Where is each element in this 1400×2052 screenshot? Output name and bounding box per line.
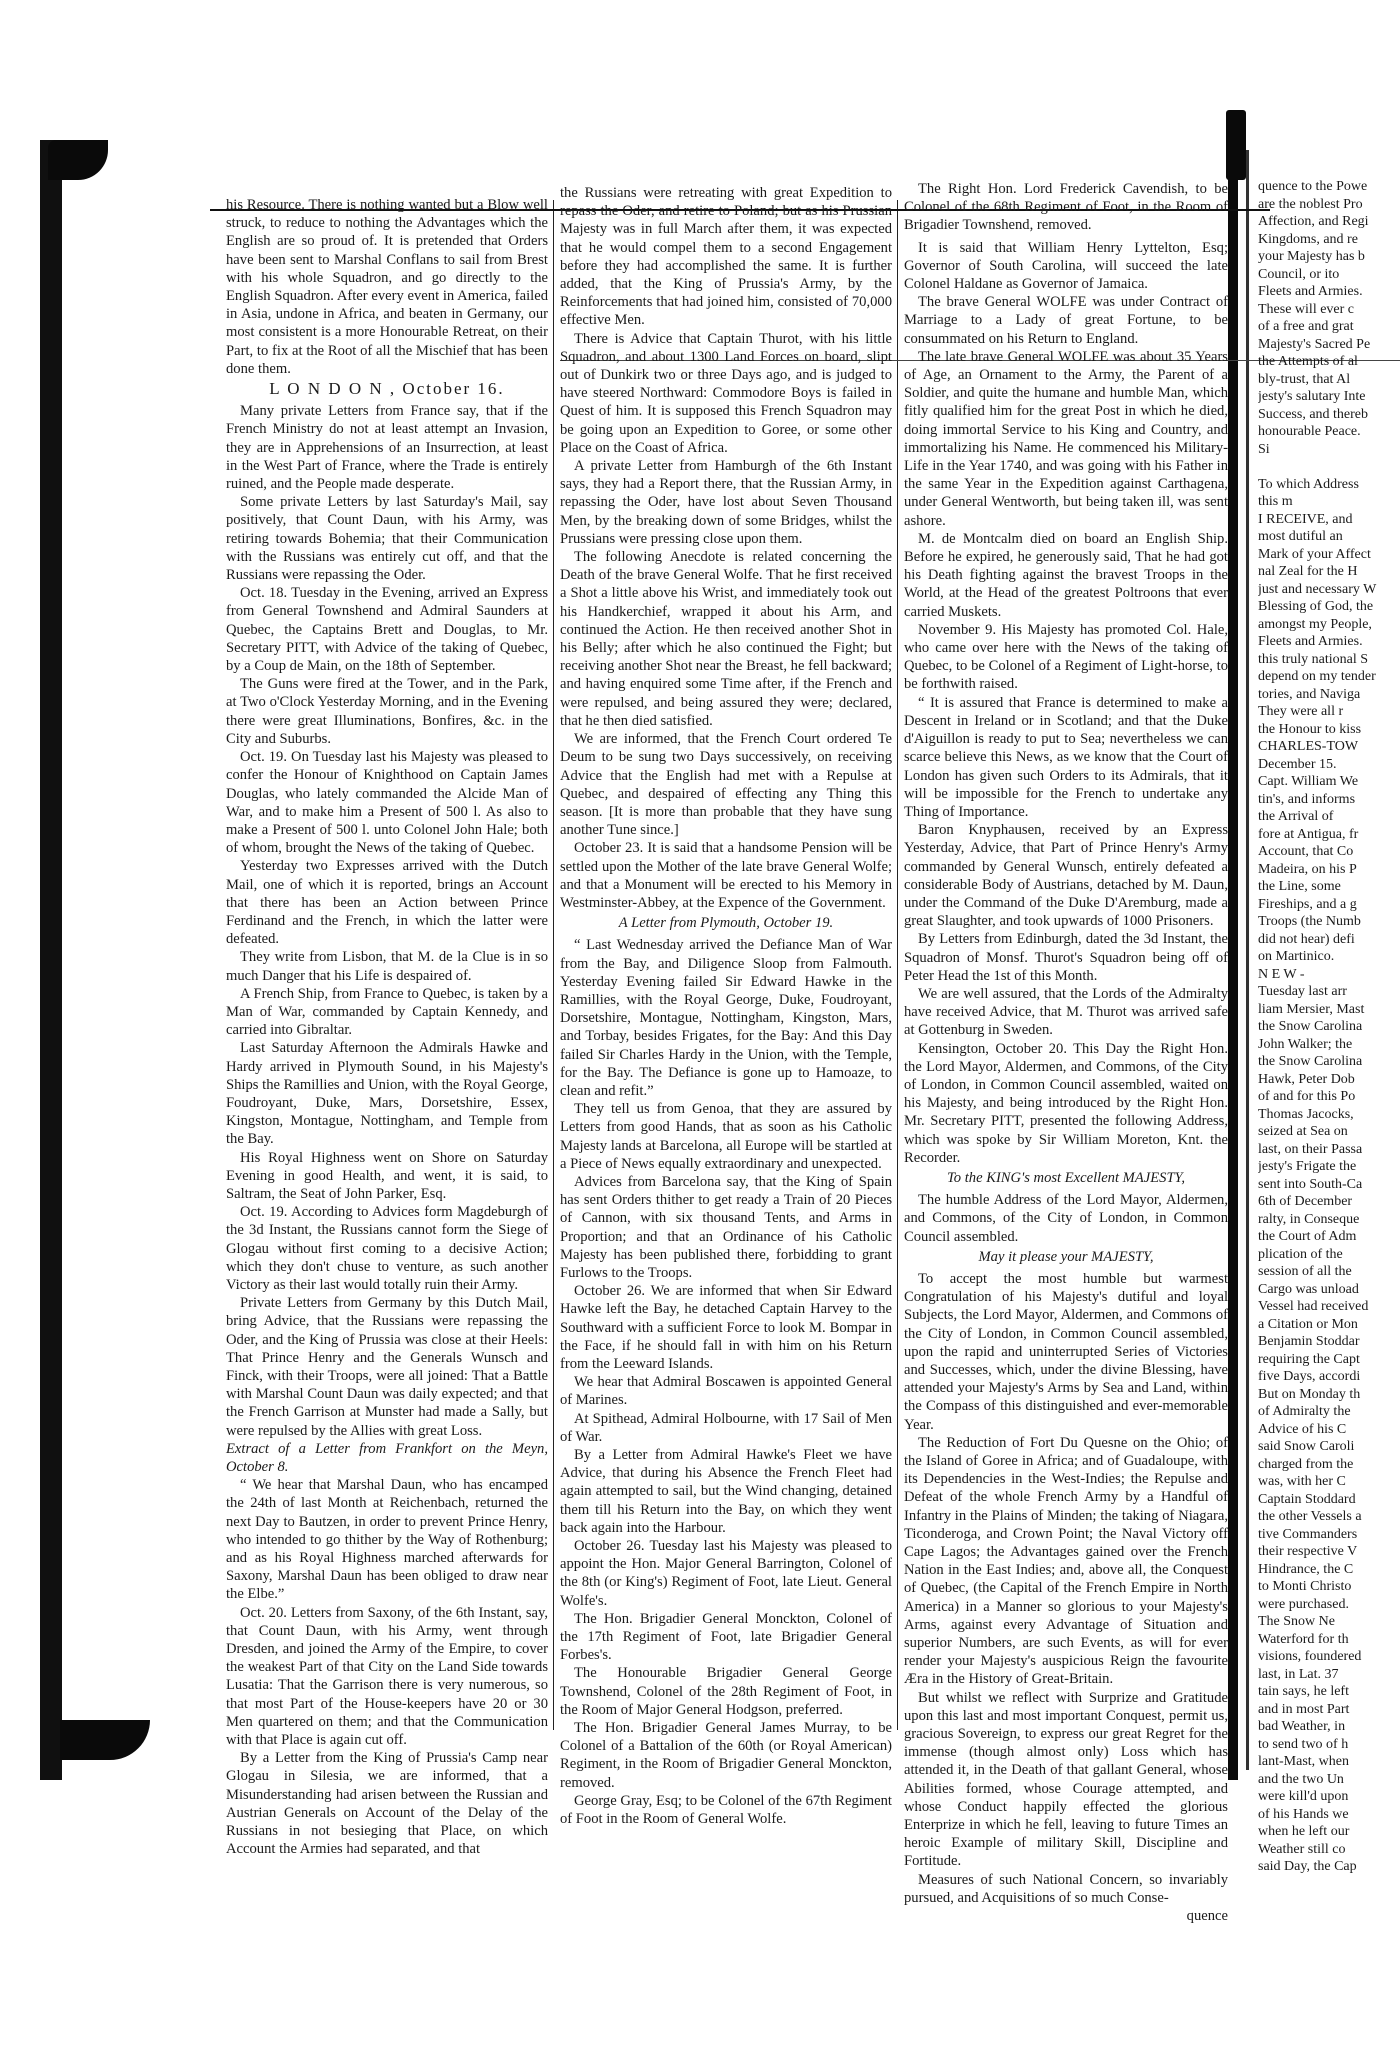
column-4-line: Madeira, on his P <box>1258 861 1357 877</box>
column-4-line: tain says, he left <box>1258 1684 1349 1699</box>
column-4-line: were purchased. <box>1258 1596 1349 1612</box>
article-paragraph: George Gray, Esq; to be Colonel of the 67th Regiment of Foot in the Room of General Wolfe. <box>560 1792 892 1828</box>
column-4-line: the Attempts of al <box>1258 354 1358 369</box>
article-paragraph: October 23. It is said that a handsome Pension will be settled upon the Mother of the late brave General Wolfe; and that a Monument will be erected to his Memory in Westminster-Abbey, at the Expence of the Government. <box>560 840 892 911</box>
column-4-line: honourable Peace. <box>1258 424 1361 439</box>
column-4-line: Fleets and Armies. <box>1258 284 1363 299</box>
column-4-line: amongst my People, <box>1258 616 1372 632</box>
column-4-line: fore at Antigua, fr <box>1258 826 1359 842</box>
article-paragraph: His Royal Highness went on Shore on Saturday Evening in good Health, and went, it is said, to Saltram, the Seat of John Parker, Esq. <box>226 1149 548 1202</box>
article-paragraph: They write from Lisbon, that M. de la Clue is in so much Danger that his Life is despaired of. <box>226 949 548 984</box>
column-4-line: were kill'd upon <box>1258 1789 1349 1804</box>
column-4-line: the Arrival of <box>1258 809 1334 824</box>
column-4-line: Fireships, and a g <box>1258 896 1357 912</box>
article-paragraph: Oct. 19. According to Advices form Magdeburgh of the 3d Instant, the Russians cannot form the Siege of Glogau without first coming to a decisive Action; which they don't chuse to venture, as such another Victory as their last would totally ruin their Army. <box>226 1204 548 1293</box>
column-4-line: said Day, the Cap <box>1258 1859 1357 1874</box>
column-4-line: session of all the <box>1258 1264 1352 1279</box>
article-paragraph: Oct. 18. Tuesday in the Evening, arrived an Express from General Townshend and Admiral Saunders at Quebec, the Captains Brett and Douglas, to Mr. Secretary PITT, with Advice of the taking of Quebec, by a Coup de Main, on the 18th of September. <box>226 585 548 675</box>
column-4-line: the Line, some <box>1258 879 1341 894</box>
column-4-line: Success, and thereb <box>1258 406 1369 422</box>
column-4-line: to send two of h <box>1258 1736 1349 1752</box>
article-paragraph: “ It is assured that France is determined to make a Descent in Ireland or in Scotland; and that the Duke d'Aiguillon is ready to put to Sea; nevertheless we can scarce believe this News, as we know that the Court of London has given such Orders to its Admirals, that it will be impossible for the French to undertake any Thing of Importance. <box>904 694 1228 820</box>
column-4-line: a Citation or Mon <box>1258 1316 1358 1332</box>
column-4-line: Account, that Co <box>1258 844 1354 859</box>
column-4-line: and in most Part <box>1258 1701 1350 1717</box>
column-4-line: December 15. <box>1258 756 1337 772</box>
column-4-line: this m <box>1258 494 1293 509</box>
column-4-line: five Days, accordi <box>1258 1369 1361 1384</box>
column-4-line: Blessing of God, the <box>1258 599 1374 614</box>
column-4-line: last, on their Passa <box>1258 1141 1363 1157</box>
column-4-line: tive Commanders <box>1258 1526 1358 1542</box>
article-paragraph: Yesterday two Expresses arrived with the Dutch Mail, one of which it is reported, brings an Account that there has been an Action between Prince Ferdinand and the French, in which the latter were defeated. <box>226 858 548 948</box>
address-paragraph: But whilst we reflect with Surprize and Gratitude upon this last and most important Conquest, permit us, gracious Sovereign, to express our great Regret for the immense (though almost only) Loss which has attended it, in the Death of that gallant General, whose Abilities formed, whose Courage attempted, and whose Conduct happily effected the glorious Enterprize in which he fell, leaving to future Times an heroic Example of military Skill, Discipline and Fortitude. <box>904 1689 1228 1870</box>
column-4-line: your Majesty has b <box>1258 249 1365 264</box>
article-paragraph: The Guns were fired at the Tower, and in the Park, at Two o'Clock Yesterday Morning, and in the Evening there were great Illuminations, Bonfires, &c. in the City and Suburbs. <box>226 676 548 747</box>
column-4-line: seized at Sea on <box>1258 1124 1348 1139</box>
column-4-line: and the two Un <box>1258 1771 1344 1787</box>
article-paragraph: October 26. We are informed that when Sir Edward Hawke left the Bay, he detached Captain Harvey to the Southward with a sufficient Force to look M. Bompar in the Face, if he should fall in with him on his Return from the Leeward Islands. <box>560 1283 892 1372</box>
article-paragraph: We are informed, that the French Court ordered Te Deum to be sung two Days successively, on receiving Advice that the English had met with a Repulse at Quebec, and despaired of effecting any Thing this season. [It is more than probable that they have sung another Tune since.] <box>560 731 892 839</box>
address-paragraph: The Reduction of Fort Du Quesne on the Ohio; of the Island of Goree in Africa; and of Guadaloupe, with its Dependencies in the West-Indies; the Repulse and Defeat of the whole French Army by a Handful of Infantry in the Plains of Minden; the taking of Niagara, Ticonderoga, and Crown Point; the Naval Victory off Cape Lagos; the Advantages gained over the French Nation in the East Indies; and, above all, the Conquest of Quebec, (the Capital of the French Empire in North America) in a Manner so glorious to your Majesty's Arms, against every Advantage of Situation and superior Numbers, are such Events, as will for ever render your Majesty's auspicious Reign the favourite Æra in the History of Great-Britain. <box>904 1434 1228 1688</box>
right-scan-edge <box>1228 130 1238 1780</box>
column-4-line: their respective V <box>1258 1544 1358 1559</box>
column-rule-2 <box>897 200 898 1730</box>
article-paragraph: Some private Letters by last Saturday's Mail, say positively, that Count Daun, with his Army, was retiring towards Bohemia; that their Communication with the Russians was entirely cut off, and that the Russians were repassing the Oder. <box>226 494 548 584</box>
column-4-line: ralty, in Conseque <box>1258 1211 1360 1227</box>
article-paragraph: Advices from Barcelona say, that the King of Spain has sent Orders thither to get ready a Train of 20 Pieces of Cannon, with six thousand Tents, and Arms in Proportion; and that an Ordinance of his Catholic Majesty has been published there, forbidding to grant Furlows to the Troops. <box>560 1173 892 1281</box>
article-paragraph: We hear that Admiral Boscawen is appointed General of Marines. <box>560 1374 892 1409</box>
column-4-line <box>1258 458 1400 476</box>
column-4-line: to Monti Christo <box>1258 1579 1352 1594</box>
column-4-line: depend on my tender <box>1258 669 1376 684</box>
column-4-line: Waterford for th <box>1258 1631 1349 1647</box>
column-4-line: quence to the Powe <box>1258 179 1368 194</box>
column-4-line: bad Weather, in <box>1258 1719 1346 1734</box>
column-4-line: Thomas Jacocks, <box>1258 1106 1354 1122</box>
column-4-line: Weather still co <box>1258 1841 1346 1857</box>
column-4-line: of his Hands we <box>1258 1806 1349 1822</box>
column-3 <box>904 178 1228 1925</box>
column-4-line: the Court of Adm <box>1258 1229 1357 1244</box>
right-scan-edge-thin <box>1246 150 1249 1770</box>
column-4-line: was, with her C <box>1258 1474 1346 1489</box>
article-paragraph: They tell us from Genoa, that they are assured by Letters from good Hands, that as soon as his Catholic Majesty lands at Barcelona, all Europe will be startled at a Piece of News equally extraordinary and unexpected. <box>560 1101 892 1172</box>
address-paragraph: To accept the most humble but warmest Congratulation of his Majesty's dutiful and loyal Subjects, the Lord Mayor, Aldermen, and Commons of the City of London, in Common Council assembled, upon the rapid and uninterrupted Series of Victories and Successes, which, under the divine Blessing, have attended your Majesty's Arms by Sea and Land, within the Compass of this distinguished and ever-memorable Year. <box>904 1270 1228 1433</box>
column-4-line: 6th of December <box>1258 1194 1353 1209</box>
column-4-line: tories, and Naviga <box>1258 686 1361 702</box>
column-4-line: CHARLES-TOW <box>1258 739 1359 754</box>
column-4-line: plication of the <box>1258 1246 1343 1262</box>
article-paragraph: October 26. Tuesday last his Majesty was pleased to appoint the Hon. Major General Barrington, Colonel of the 8th (or King's) Regiment of Foot, late Lieut. General Wolfe's. <box>560 1538 892 1609</box>
left-scan-blotch-bottom <box>60 1720 150 1760</box>
left-scan-blotch-top <box>48 140 108 180</box>
article-paragraph: By Letters from Edinburgh, dated the 3d Instant, the Squadron of Monsf. Thurot's Squadron being off of Peter Head the 1st of this Month. <box>904 931 1228 984</box>
column-1 <box>226 196 548 1858</box>
column-4-line: tin's, and informs <box>1258 791 1356 807</box>
column-4-line: To which Address <box>1258 476 1359 492</box>
column-4-line: N E W - <box>1258 966 1305 982</box>
catchword: quence <box>1186 1908 1228 1925</box>
article-paragraph: Oct. 19. On Tuesday last his Majesty was pleased to confer the Honour of Knighthood on Captain James Douglas, who lately commanded the Alcide Man of War, and to make him a Present of 500 l. As also to make a Present of 500 l. unto Colonel John Hale; both of whom, brought the News of the taking of Quebec. <box>226 749 548 857</box>
extract-heading: Extract of a Letter from Frankfort on the Meyn, October 8. <box>226 1440 548 1476</box>
column-4-line: They were all r <box>1258 704 1344 719</box>
article-paragraph: The following Anecdote is related concerning the Death of the brave General Wolfe. That he first received a Shot a little above his Wrist, and immediately took out his Handkerchief, wrapped it about his Arm, and continued the Action. He then received another Shot in his Belly; after which he also continued the Fight; but receiving another Shot near the Breast, he fell backward; and having enquired some Time after, if the French and were repulsed, and being assured they were; declared, that he then died satisfied. <box>560 549 892 729</box>
column-4-line: most dutiful an <box>1258 529 1343 544</box>
column-4-line: Kingdoms, and re <box>1258 231 1358 247</box>
article-paragraph: The brave General WOLFE was under Contract of Marriage to a Lady of great Fortune, to be consummated on his Return to England. <box>904 294 1228 347</box>
article-paragraph: Many private Letters from France say, that if the French Ministry do not at least attempt an Invasion, they are in Apprehensions of an Insurrection, at least in the West Part of France, where the Trade is entirely ruined, and the People made desperate. <box>226 403 548 493</box>
article-paragraph: the Russians were retreating with great Expedition to repass the Oder, and retire to Poland; but as his Prussian Majesty was in full March after them, it was expected that he would compel them to a second Engagement before they had accomplished the same. It is further added, that the King of Prussia's Army, by the Reinforcements that had joined him, consisted of 70,000 effective Men. <box>560 185 892 329</box>
column-4-line: just and necessary W <box>1258 581 1377 597</box>
column-4-line: Captain Stoddard <box>1258 1491 1356 1507</box>
column-4-line: Affection, and Regi <box>1258 214 1369 229</box>
article-paragraph: A private Letter from Hamburgh of the 6th Instant says, they had a Report there, that the Russian Army, in repassing the Oder, have lost about Seven Thousand Men, by the breaking down of some Bridges, whilst the Prussians were pressing close upon them. <box>560 458 892 547</box>
article-paragraph: Baron Knyphausen, received by an Express Yesterday, Advice, that Part of Prince Henry's Army commanded by General Wunsch, entirely defeated a considerable Body of Austrians, detached by M. Daun, under the Command of the Duke D'Aremburg, made a great Slaughter, and took upwards of 1000 Prisoners. <box>904 822 1228 930</box>
article-paragraph: It is said that William Henry Lyttelton, Esq; Governor of South Carolina, will succeed the late Colonel Haldane as Governor of Jamaica. <box>904 239 1228 293</box>
column-4-line: Hawk, Peter Dob <box>1258 1071 1355 1087</box>
column-4-line: Council, or ito <box>1258 266 1340 282</box>
column-4-line: sent into South-Ca <box>1258 1176 1363 1192</box>
article-paragraph: There is Advice that Captain Thurot, with his little Squadron, and about 1300 Land Forces on board, slipt out of Dunkirk two or three Days ago, and is judged to have steered Northward: Commodore Boys is failed in Quest of him. It is supposed this French Squadron may be going upon an Expedition to Goree, or some other Place on the Coast of Africa. <box>560 330 892 456</box>
column-4-line: These will ever c <box>1258 301 1355 317</box>
column-4-line: requiring the Capt <box>1258 1351 1360 1367</box>
article-paragraph: By a Letter from the King of Prussia's Camp near Glogau in Silesia, we are informed, that a Misunderstanding had arisen between the Russian and Austrian Generals on Account of the Delay of the Russians in not besieging that Place, on which Account the Armies had separated, and that <box>226 1750 548 1858</box>
address-paragraph: Measures of such National Concern, so invariably pursued, and Acquisitions of so much Conse- <box>904 1871 1228 1906</box>
column-4-line: Tuesday last arr <box>1258 984 1347 999</box>
column-4-line: liam Mersier, Mast <box>1258 1001 1365 1017</box>
letter-heading: A Letter from Plymouth, October 19. <box>618 915 834 932</box>
column-4-line: Mark of your Affect <box>1258 546 1371 562</box>
column-4-line: jesty's salutary Inte <box>1258 389 1366 404</box>
article-paragraph: The Hon. Brigadier General James Murray, to be Colonel of a Battalion of the 60th (or Royal American) Regiment, in the Room of Brigadier General Monckton, removed. <box>560 1720 892 1791</box>
column-4-line: did not hear) defi <box>1258 931 1355 947</box>
column-4-line: Capt. William We <box>1258 774 1359 789</box>
column-4-line: Si <box>1258 441 1270 457</box>
article-paragraph: The Honourable Brigadier General George Townshend, Colonel of the 28th Regiment of Foot, in the Room of Major General Hodgson, preferred. <box>560 1665 892 1718</box>
column-4-line: Advice of his C <box>1258 1421 1347 1437</box>
article-paragraph: The Hon. Brigadier General Monckton, Colonel of the 17th Regiment of Foot, late Brigadier General Forbes's. <box>560 1610 892 1664</box>
article-paragraph: Private Letters from Germany by this Dutch Mail, bring Advice, that the Russians were repassing the Oder, and the King of Prussia was close at their Heels: That Prince Henry and the Generals Wunsch and Finck, with their Troops, were all joined: That a Battle with Marshal Count Daun was daily expected; and that the French Garrison at Munster had made a Sally, but were repulsed by the Allies with great Loss. <box>226 1295 548 1439</box>
address-intro: The humble Address of the Lord Mayor, Aldermen, and Commons, of the City of London, in Common Council assembled. <box>904 1192 1228 1245</box>
column-4-lines <box>1258 178 1400 1876</box>
london-dateline: L O N D O N , October 16. <box>269 379 505 399</box>
column-4-line: when he left our <box>1258 1824 1350 1839</box>
column-4-line: said Snow Caroli <box>1258 1439 1355 1454</box>
column-4 <box>1258 178 1400 1876</box>
column-4-line: Fleets and Armies. <box>1258 634 1363 649</box>
column-4-line: of Admiralty the <box>1258 1404 1351 1419</box>
column-4-line: Majesty's Sacred Pe <box>1258 336 1371 352</box>
column-2 <box>560 184 892 1828</box>
article-paragraph: At Spithead, Admiral Holbourne, with 17 Sail of Men of War. <box>560 1410 892 1445</box>
column-4-line: Benjamin Stoddar <box>1258 1334 1360 1349</box>
column-4-line: the other Vessels a <box>1258 1509 1362 1524</box>
column-4-line: Hindrance, the C <box>1258 1561 1354 1577</box>
left-scan-edge <box>40 140 62 1780</box>
column-4-line: of and for this Po <box>1258 1089 1356 1104</box>
address-heading: To the KING's most Excellent MAJESTY, <box>947 1169 1185 1186</box>
column-4-line: the Snow Carolina <box>1258 1054 1363 1069</box>
column-4-line: of a free and grat <box>1258 319 1354 334</box>
column-4-line: last, in Lat. 37 <box>1258 1666 1339 1682</box>
column-1-top-fragment: his Resource. There is nothing wanted but a Blow well struck, to reduce to nothing the Advantages which the English are so proud of. It is pretended that Orders have been sent to Marshal Conflans to sail from Brest with his whole Squadron, and go directly to the English Squadron. After every event in America, failed in Asia, undone in Africa, and beaten in Germany, our most consistent is a more Honourable Retreat, on their Part, to fix at the Root of all the Mischief that has been done them. <box>226 197 548 377</box>
column-4-line: this truly national S <box>1258 651 1369 667</box>
column-4-line: the Honour to kiss <box>1258 721 1362 737</box>
column-4-line: Troops (the Numb <box>1258 914 1361 929</box>
column-4-line: jesty's Frigate the <box>1258 1159 1357 1174</box>
article-paragraph: “ We hear that Marshal Daun, who has encamped the 24th of last Month at Reichenbach, returned the next Day to Bautzen, in order to prevent Prince Henry, who intended to go thither by the Way of Rothenburg; and as his Royal Highness marched afterwards for Saxony, Marshal Daun has been obliged to draw near the Elbe.” <box>226 1477 548 1603</box>
column-4-line: nal Zeal for the H <box>1258 564 1358 579</box>
article-paragraph: The late brave General WOLFE was about 35 Years of Age, an Ornament to the Army, the Parent of a Soldier, and quite the humane and humble Man, which fitly qualified him for the great Post in which he died, doing immortal Service to his King and Country, and immortalizing his Name. He commenced his Military-Life in the Year 1740, and was going with his Father in the same Year in the Expedition against Carthagena, under General Wentworth, but being taken ill, was sent ashore. <box>904 348 1228 529</box>
article-paragraph: Oct. 20. Letters from Saxony, of the 6th Instant, say, that Count Daun, with his Army, went through Dresden, and joined the Army of the Empire, to cover the weakest Part of that City on the Land Side towards Lusatia: That the Garrison there is very numerous, so that most Part of the House-keepers have 20 or 30 Men quartered on them; and that the Communication with that Place is again cut off. <box>226 1604 548 1749</box>
column-4-line: Cargo was unload <box>1258 1281 1359 1297</box>
article-paragraph: A French Ship, from France to Quebec, is taken by a Man of War, commanded by Captain Kennedy, and carried into Gibraltar. <box>226 985 548 1039</box>
right-scan-blotch <box>1226 110 1246 180</box>
column-rule-1 <box>553 200 554 1730</box>
column-4-line: John Walker; the <box>1258 1036 1353 1052</box>
column-4-line: lant-Mast, when <box>1258 1754 1349 1769</box>
column-4-line: visions, foundered <box>1258 1649 1362 1664</box>
column-4-line: bly-trust, that Al <box>1258 371 1351 387</box>
column-4-line: on Martinico. <box>1258 949 1335 964</box>
article-paragraph: November 9. His Majesty has promoted Col. Hale, who came over here with the News of the taking of Quebec, to be Colonel of a Regiment of Light-horse, to be forthwith raised. <box>904 621 1228 693</box>
article-paragraph: “ Last Wednesday arrived the Defiance Man of War from the Bay, and Diligence Sloop from Falmouth. Yesterday Evening failed Sir Edward Hawke in the Ramillies, with the Royal George, Duke, Foudroyant, Dorsetshire, Montague, Nottingham, Kingston, Mars, and Torbay, besides Frigates, for the Bay: And this Day failed Sir Charles Hardy in the Union, with the Temple, for the Bay. The Defiance is gone up to Hamoaze, to clean and refit.” <box>560 937 892 1099</box>
column-4-line: But on Monday th <box>1258 1386 1361 1402</box>
article-paragraph: The Right Hon. Lord Frederick Cavendish, to be Colonel of the 68th Regiment of Foot, in the Room of Brigadier Townshend, removed. <box>904 181 1228 234</box>
article-paragraph: By a Letter from Admiral Hawke's Fleet we have Advice, that during his Absence the French Fleet had again attempted to sail, but the Wind changing, detained them till his Return into the Bay, on which they went back again into the Harbour. <box>560 1447 892 1536</box>
column-4-line: the Snow Carolina <box>1258 1019 1363 1034</box>
article-paragraph: M. de Montcalm died on board an English Ship. Before he expired, he generously said, That he had got his Death fighting against the bravest Troops in the World, at the Head of the greatest Poltroons that ever carried Muskets. <box>904 530 1228 620</box>
column-4-line: The Snow Ne <box>1258 1614 1335 1629</box>
column-4-line: Vessel had received <box>1258 1299 1369 1314</box>
article-paragraph: Kensington, October 20. This Day the Right Hon. the Lord Mayor, Aldermen, and Commons, of the City of London, in Common Council assembled, waited on his Majesty, and being introduced by the Right Hon. Mr. Secretary PITT, presented the following Address, which was spoke by Sir William Moreton, Knt. the Recorder. <box>904 1040 1228 1166</box>
column-4-line: are the noblest Pro <box>1258 196 1363 212</box>
address-salutation: May it please your MAJESTY, <box>978 1248 1154 1265</box>
column-4-line: charged from the <box>1258 1456 1354 1472</box>
column-4-line: I RECEIVE, and <box>1258 511 1353 527</box>
article-paragraph: Last Saturday Afternoon the Admirals Hawke and Hardy arrived in Plymouth Sound, in his Majesty's Ships the Ramillies and Union, with the Royal George, Foudroyant, Duke, Mars, Dorsetshire, Essex, Kingston, Montague, Nottingham, and Temple from the Bay. <box>226 1040 548 1148</box>
article-paragraph: We are well assured, that the Lords of the Admiralty have received Advice, that M. Thurot was arrived safe at Gottenburg in Sweden. <box>904 985 1228 1039</box>
